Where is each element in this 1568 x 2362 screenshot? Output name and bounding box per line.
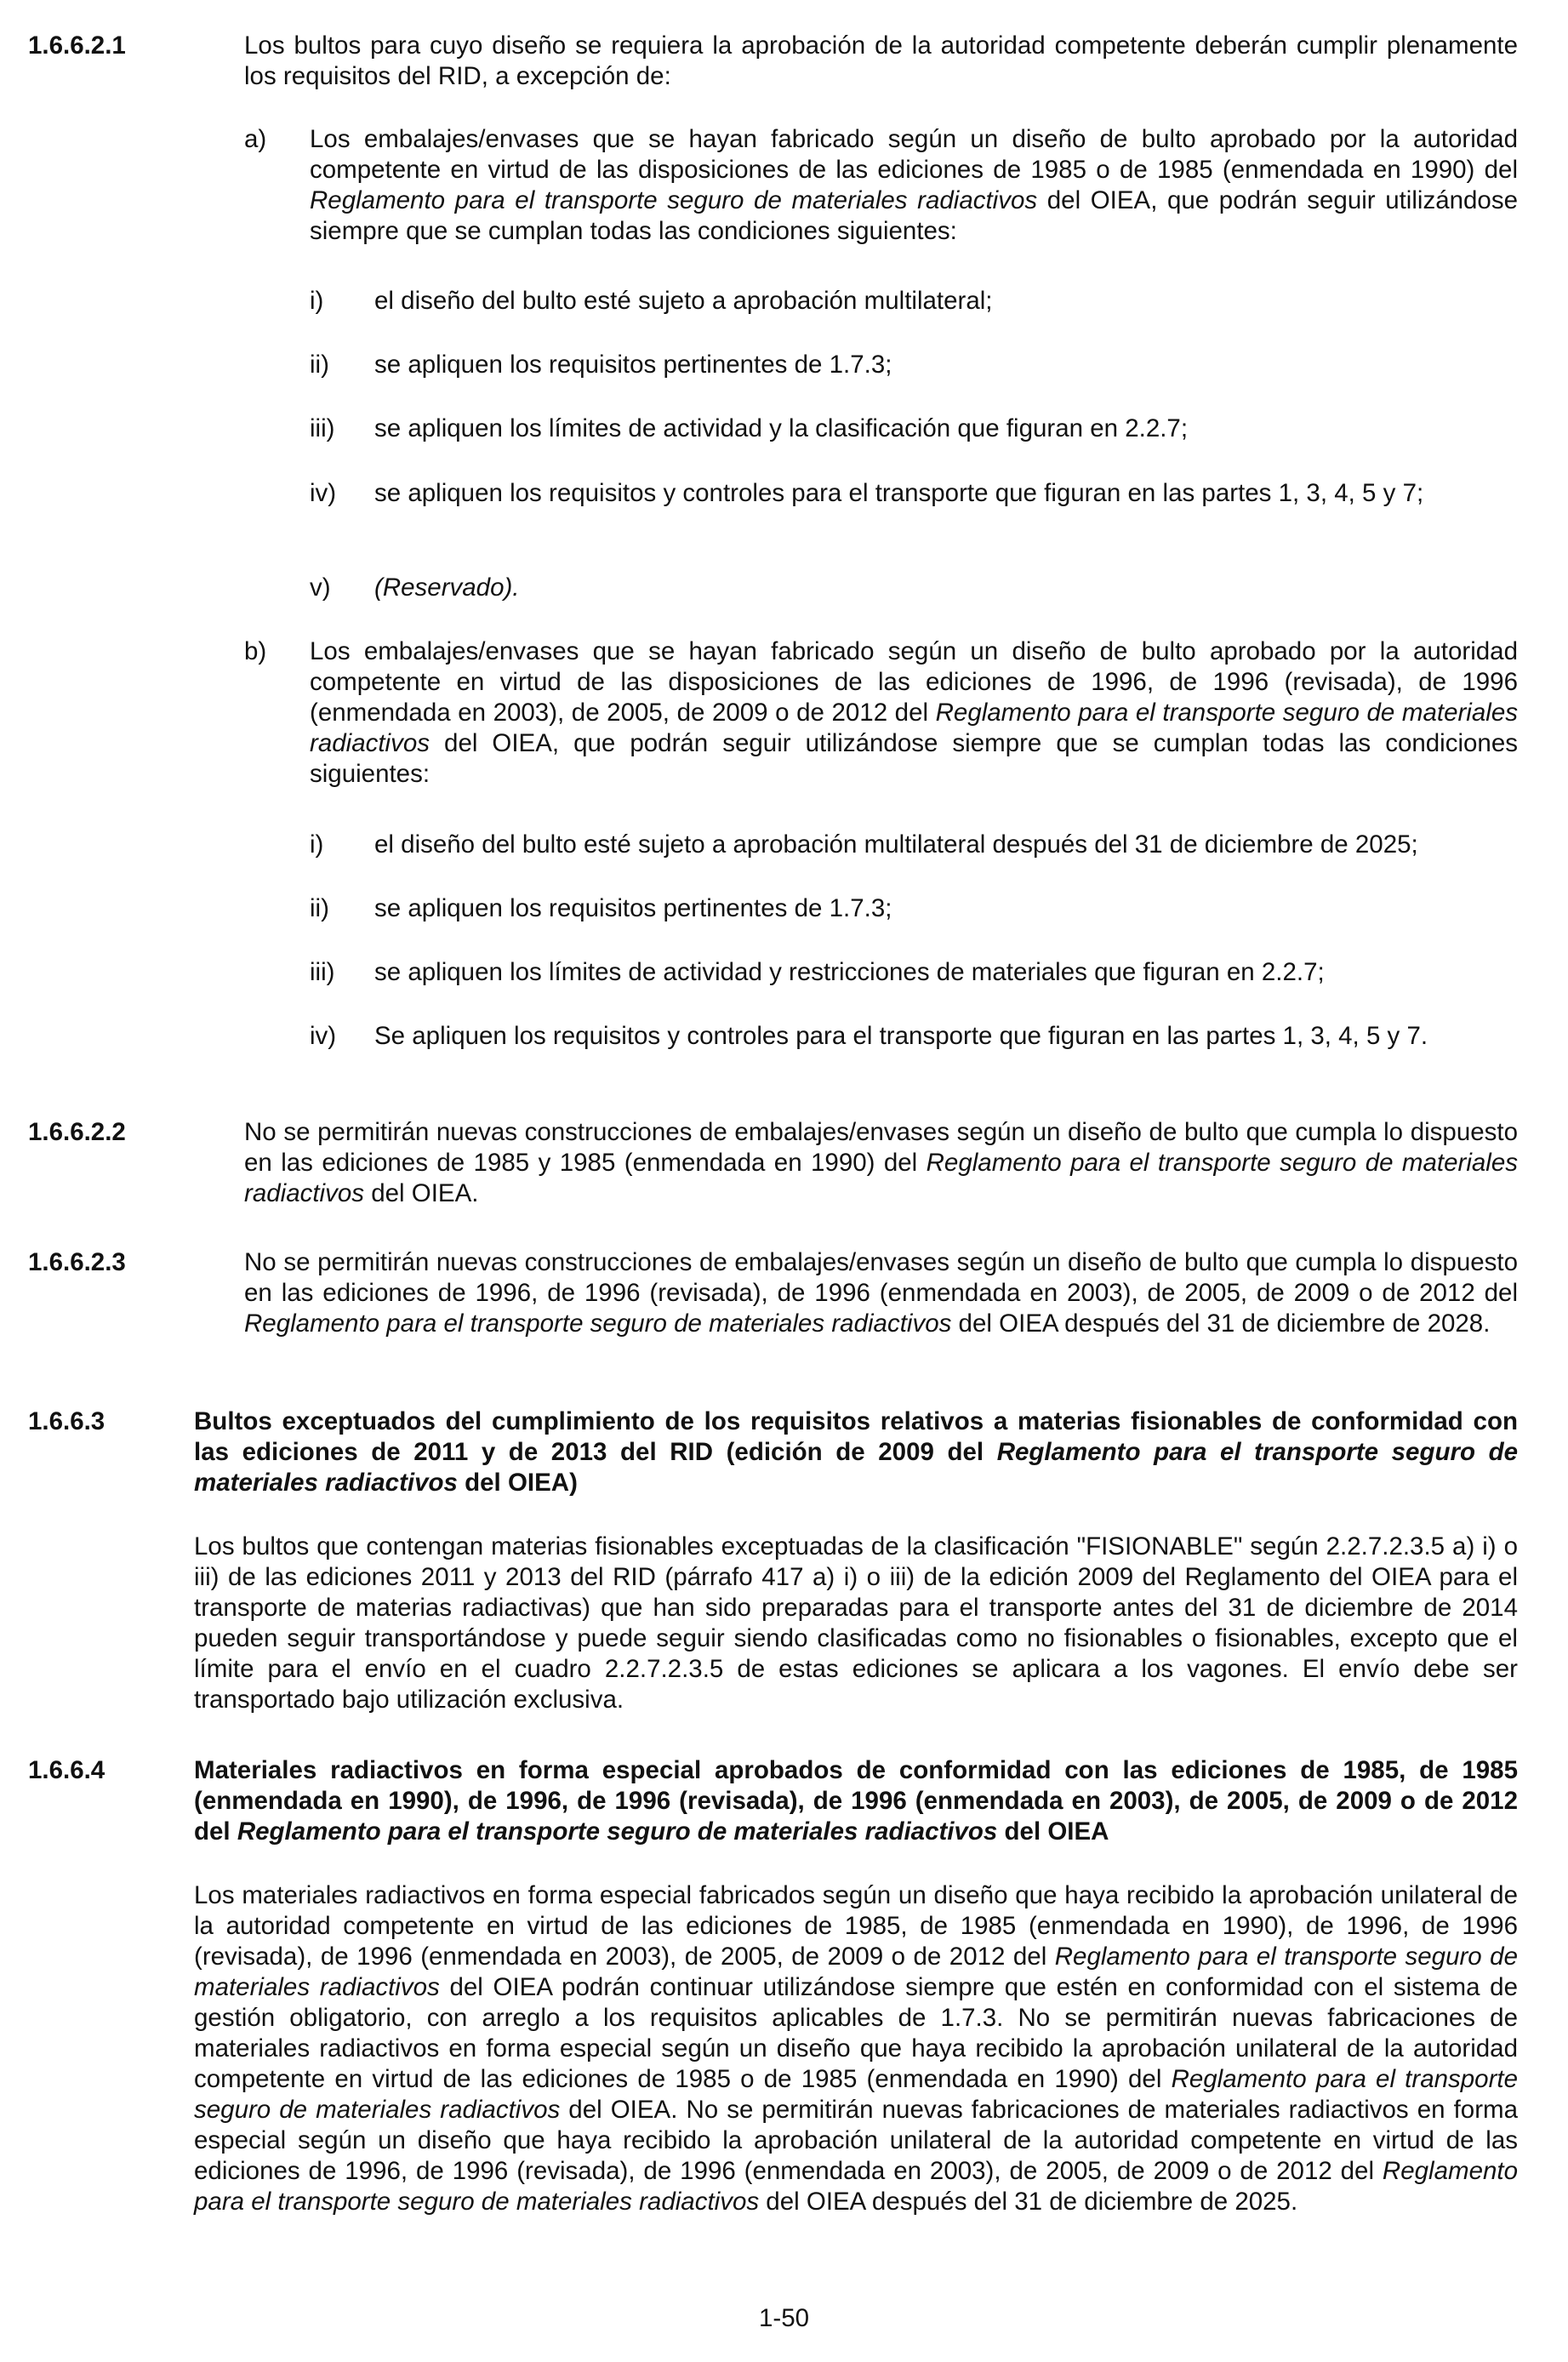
sublist-item: Se apliquen los requisitos y controles para el transporte que figuran en las partes 1, 3, 4, 5 y 7. xyxy=(374,1022,1428,1050)
citation: Reglamento para el transporte seguro de materiales radiactivos xyxy=(194,1943,1518,2001)
citation: Reglamento para el transporte seguro de materiales radiactivos xyxy=(194,1438,1518,1497)
section-heading: Bultos exceptuados del cumplimiento de los requisitos relativos a materias fisionables de conformidad con las ediciones de 2011 y de 2013 del RID (edición de 2009 del Reglamento para el transporte seguro de materiales radiactivos del OIEA) xyxy=(194,1407,1518,1497)
sublist-label: iv) xyxy=(310,479,337,507)
paragraph: No se permitirán nuevas construcciones de embalajes/envases según un diseño de bulto que cumpla lo dispuesto en las ediciones de 1985 y 1985 (enmendada en 1990) del Reglamento para el transporte seguro de materiales radiactivos del OIEA. xyxy=(244,1118,1518,1207)
paragraph xyxy=(244,31,1518,92)
sublist-item: se apliquen los requisitos pertinentes de 1.7.3; xyxy=(374,351,892,379)
paragraph: Los bultos que contengan materias fisionables exceptuadas de la clasificación "FISIONABLE" según 2.2.7.2.3.5 a) i) o iii) de las ediciones 2011 y 2013 del RID (párrafo 417 a) i) o iii) de la edición 2009 del Reglamento del OIEA para el transporte de materias radiactivas) que han sido preparadas para el transporte antes del 31 de diciembre de 2014 pueden seguir transportándose y puede seguir siendo clasificadas como no fisionables o fisionables, excepto que el límite para el envío en el cuadro 2.2.7.2.3.5 de estas ediciones se aplicara a los vagones. El envío debe ser transportado bajo utilización exclusiva. xyxy=(194,1532,1518,1714)
sublist-item: el diseño del bulto esté sujeto a aprobación multilateral después del 31 de diciembre de 2025; xyxy=(374,830,1418,859)
citation: Reglamento para el transporte seguro de materiales radiactivos xyxy=(310,699,1518,757)
sublist-label: iii) xyxy=(310,414,335,442)
sublist-item: se apliquen los requisitos pertinentes de 1.7.3; xyxy=(374,894,892,922)
sublist-item: se apliquen los límites de actividad y restricciones de materiales que figuran en 2.2.7; xyxy=(374,958,1325,986)
sublist-label: iv) xyxy=(310,1022,337,1050)
sublist-item: (Reservado). xyxy=(374,573,520,602)
sublist-label: ii) xyxy=(310,894,329,922)
section-number: 1.6.6.2.3 xyxy=(28,1248,126,1276)
citation: Reglamento para el transporte seguro de materiales radiactivos xyxy=(194,2157,1518,2216)
list-label: b) xyxy=(244,637,267,665)
sublist-item: se apliquen los límites de actividad y la clasificación que figuran en 2.2.7; xyxy=(374,414,1189,442)
list-label: a) xyxy=(244,125,267,153)
sublist-label: iii) xyxy=(310,958,335,986)
citation: Reglamento para el transporte seguro de materiales radiactivos xyxy=(244,1149,1518,1207)
page-number: 1-50 xyxy=(758,2304,810,2332)
sublist-item: el diseño del bulto esté sujeto a aprobación multilateral; xyxy=(374,287,993,315)
sublist-label: i) xyxy=(310,287,324,315)
sublist-item: se apliquen los requisitos y controles para el transporte que figuran en las partes 1, 3, 4, 5 y 7; xyxy=(374,479,1424,507)
section-number: 1.6.6.2.2 xyxy=(28,1118,126,1146)
list-item: Los embalajes/envases que se hayan fabricado según un diseño de bulto aprobado por la autoridad competente en virtud de las disposiciones de las ediciones de 1985 o de 1985 (enmendada en 1990) del Reglamento para el transporte seguro de materiales radiactivos del OIEA, que podrán seguir utilizándose siempre que se cumplan todas las condiciones siguientes: xyxy=(310,125,1518,245)
citation: Reglamento para el transporte seguro de materiales radiactivos xyxy=(244,1309,952,1338)
section-number: 1.6.6.3 xyxy=(28,1407,105,1435)
sublist-label: i) xyxy=(310,830,324,859)
citation: Reglamento para el transporte seguro de materiales radiactivos xyxy=(194,2065,1518,2124)
sublist-label: ii) xyxy=(310,351,329,379)
list-item: Los embalajes/envases que se hayan fabricado según un diseño de bulto aprobado por la autoridad competente en virtud de las disposiciones de las ediciones de 1996, de 1996 (revisada), de 1996 (enmendada en 2003), de 2005, de 2009 o de 2012 del Reglamento para el transporte seguro de materiales radiactivos del OIEA, que podrán seguir utilizándose siempre que se cumplan todas las condiciones siguientes: xyxy=(310,637,1518,788)
paragraph: No se permitirán nuevas construcciones de embalajes/envases según un diseño de bulto que cumpla lo dispuesto en las ediciones de 1996, de 1996 (revisada), de 1996 (enmendada en 2003), de 2005, de 2009 o de 2012 del Reglamento para el transporte seguro de materiales radiactivos del OIEA después del 31 de diciembre de 2028. xyxy=(244,1248,1518,1338)
paragraph-text: Los bultos para cuyo diseño se requiera la aprobación de la autoridad competente deberán cumplir plenamente los requisitos del RID, a excepción de: xyxy=(244,31,1518,90)
section-heading: Materiales radiactivos en forma especial aprobados de conformidad con las ediciones de 1985, de 1985 (enmendada en 1990), de 1996, de 1996 (revisada), de 1996 (enmendada en 2003), de 2005, de 2009 o de 2012 del Reglamento para el transporte seguro de materiales radiactivos del OIEA xyxy=(194,1756,1518,1846)
sublist-label: v) xyxy=(310,573,331,602)
paragraph: Los materiales radiactivos en forma especial fabricados según un diseño que haya recibido la aprobación unilateral de la autoridad competente en virtud de las ediciones de 1985, de 1985 (enmendada en 1990), de 1996, de 1996 (revisada), de 1996 (enmendada en 2003), de 2005, de 2009 o de 2012 del Reglamento para el transporte seguro de materiales radiactivos del OIEA podrán continuar utilizándose siempre que estén en conformidad con el sistema de gestión obligatorio, con arreglo a los requisitos aplicables de 1.7.3. No se permitirán nuevas fabricaciones de materiales radiactivos en forma especial según un diseño que haya recibido la aprobación unilateral de la autoridad competente en virtud de las ediciones de 1985 o de 1985 (enmendada en 1990) del Reglamento para el transporte seguro de materiales radiactivos del OIEA. No se permitirán nuevas fabricaciones de materiales radiactivos en forma especial según un diseño que haya recibido la aprobación unilateral de la autoridad competente en virtud de las ediciones de 1996, de 1996 (revisada), de 1996 (enmendada en 2003), de 2005, de 2009 o de 2012 del Reglamento para el transporte seguro de materiales radiactivos del OIEA después del 31 de diciembre de 2025. xyxy=(194,1881,1518,2216)
section-number: 1.6.6.2.1 xyxy=(28,31,126,60)
citation: Reglamento para el transporte seguro de materiales radiactivos xyxy=(237,1817,998,1846)
section-number: 1.6.6.4 xyxy=(28,1756,105,1784)
citation: Reglamento para el transporte seguro de materiales radiactivos xyxy=(310,186,1038,214)
